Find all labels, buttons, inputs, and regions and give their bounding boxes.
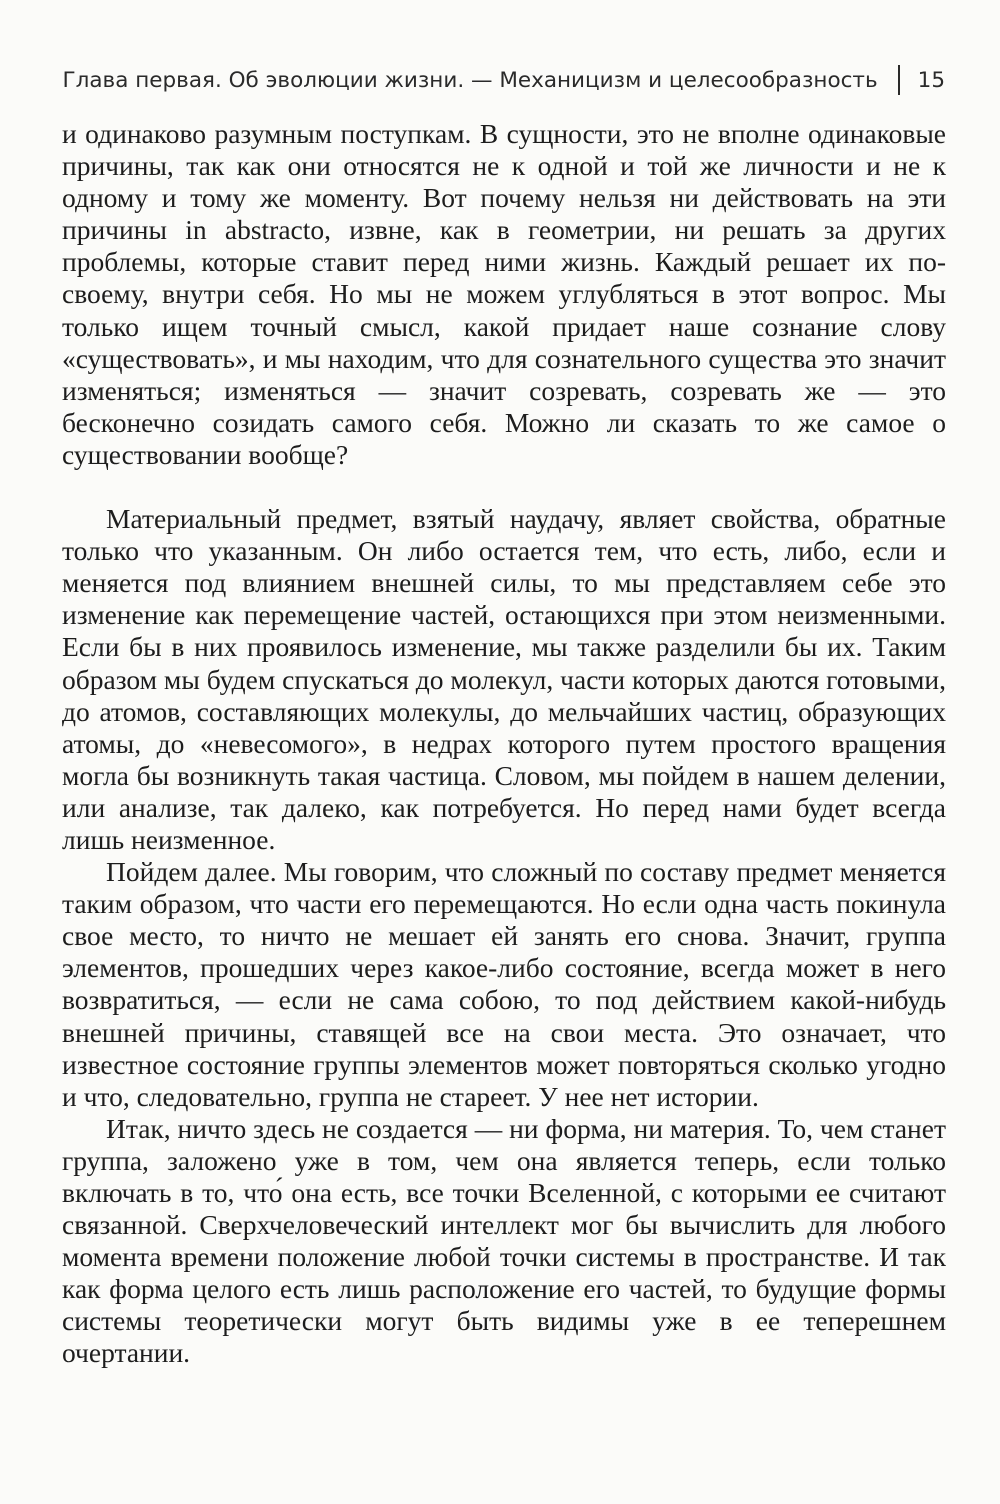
- paragraph: Материальный предмет, взятый наудачу, являет свойства, обратные только что указанным. Он либо остается тем, что есть, либо, если и меняется под влиянием внешней силы, то мы представляем себе это изменение как перемещение частей, остающихся при этом неизменными. Если бы в них проявилось изменение, мы также разделили бы их. Таким образом мы будем спускаться до молекул, части которых даются готовыми, до атомов, составляющих молекулы, до мельчайших частиц, образующих атомы, до «невесомого», в недрах которого путем простого вращения могла бы возникнуть такая частица. Словом, мы пойдем в нашем делении, или анализе, так далеко, как потребуется. Но перед нами будет всегда лишь неизменное.: [62, 503, 946, 855]
- body-text: [62, 118, 946, 1370]
- chapter-title: Глава первая. Об эволюции жизни. — Механицизм и целесообразность: [62, 67, 878, 93]
- header-separator: [898, 65, 900, 95]
- paragraph-continued: и одинаково разумным поступкам. В сущности, это не вполне одинаковые причины, так как они относятся не к одной и той же личности и не к одному и тому же моменту. Вот почему нельзя ни действовать на эти причины in abstracto, извне, как в геометрии, ни решать за других проблемы, которые ставит перед ними жизнь. Каждый решает их по-своему, внутри себя. Но мы не можем углубляться в этот вопрос. Мы только ищем точный смысл, какой придает наше сознание слову «существовать», и мы находим, что для сознательного существа это значит изменяться; изменяться — значит созревать, созревать же — это бесконечно созидать самого себя. Можно ли сказать то же самое о существовании вообще?: [62, 118, 946, 470]
- running-header: [62, 60, 945, 100]
- paragraph: Итак, ничто здесь не создается — ни форма, ни материя. То, чем станет группа, заложено уже в том, чем она является теперь, если только включать в то, что́ она есть, все точки Вселенной, с которыми ее считают связанной. Сверхчеловеческий интеллект мог бы вычислить для любого момента времени положение любой точки системы в пространстве. И так как форма целого есть лишь расположение его частей, то будущие формы системы теоретически могут быть видимы уже в ее теперешнем очертании.: [62, 1112, 946, 1369]
- paragraph: Пойдем далее. Мы говорим, что сложный по составу предмет меняется таким образом, что части его перемещаются. Но если одна часть покинула свое место, то ничто не мешает ей занять его снова. Значит, группа элементов, прошедших через какое-либо состояние, всегда может в него возвратиться, — если не сама собою, то под действием какой-нибудь внешней причины, ставящей все на свои места. Это означает, что известное состояние группы элементов может повторяться сколько угодно и что, следовательно, группа не стареет. У нее нет истории.: [62, 856, 946, 1112]
- page-number: 15: [917, 67, 945, 93]
